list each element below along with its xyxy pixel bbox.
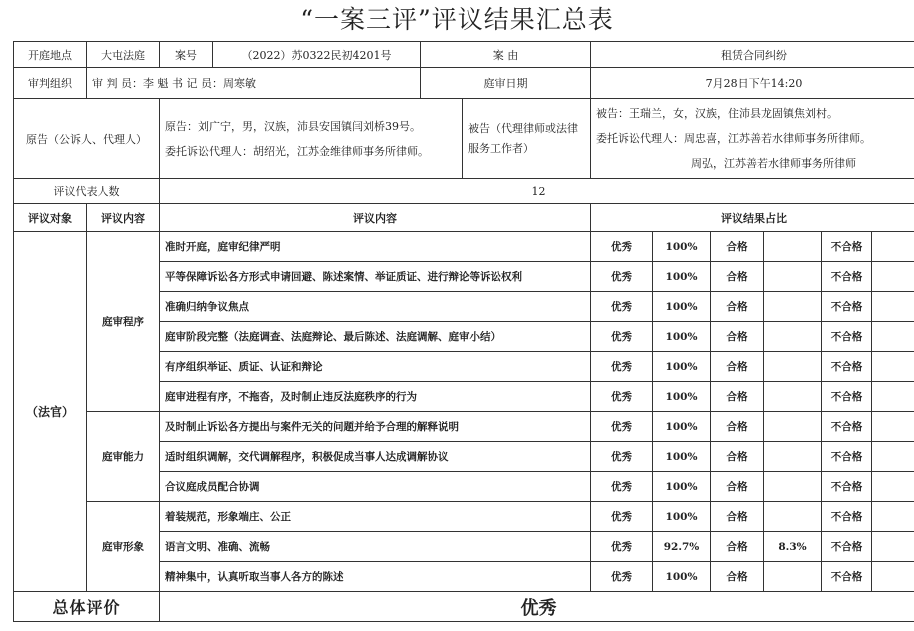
trial-date-label: 庭审日期: [421, 68, 591, 99]
item-text: 及时制止诉讼各方提出与案件无关的问题并给予合理的解释说明: [160, 412, 591, 442]
pass-label: 合格: [711, 532, 764, 562]
group-name: 庭审形象: [87, 502, 160, 592]
fail-label: 不合格: [822, 352, 872, 382]
item-text: 适时组织调解，交代调解程序，积极促成当事人达成调解协议: [160, 442, 591, 472]
excellent-percent: 92.7%: [653, 532, 711, 562]
pass-label: 合格: [711, 232, 764, 262]
overall-row: [14, 592, 914, 622]
item-text: 语言文明、准确、流畅: [160, 532, 591, 562]
excellent-percent: 100%: [653, 562, 711, 592]
fail-percent: [872, 532, 914, 562]
table-row: [14, 412, 914, 442]
pass-label: 合格: [711, 382, 764, 412]
item-text: 着装规范，形象端庄、公正: [160, 502, 591, 532]
group-name: 庭审能力: [87, 412, 160, 502]
excellent-label: 优秀: [591, 442, 653, 472]
item-text: 合议庭成员配合协调: [160, 472, 591, 502]
plaintiff-line: 原告：刘广宁，男，汉族，沛县安国镇闫刘桥39号。: [165, 119, 421, 133]
pass-label: 合格: [711, 322, 764, 352]
pass-label: 合格: [711, 262, 764, 292]
col-result: 评议结果占比: [591, 204, 914, 232]
fail-percent: [872, 292, 914, 322]
evaluation-table: [13, 41, 914, 622]
case-no-value: （2022）苏0322民初4201号: [213, 42, 421, 68]
excellent-label: 优秀: [591, 412, 653, 442]
overall-value: 优秀: [160, 592, 914, 622]
excellent-percent: 100%: [653, 292, 711, 322]
item-text: 准确归纳争议焦点: [160, 292, 591, 322]
fail-percent: [872, 232, 914, 262]
plaintiff-info: [160, 99, 463, 179]
pass-percent: [764, 322, 822, 352]
pass-label: 合格: [711, 292, 764, 322]
excellent-label: 优秀: [591, 352, 653, 382]
trial-date-value: 7月28日下午14:20: [591, 68, 914, 99]
excellent-percent: 100%: [653, 382, 711, 412]
overall-label: 总体评价: [14, 592, 160, 622]
trial-org-value: 审 判 员：李 魁 书 记 员：周寒敏: [87, 68, 421, 99]
pass-percent: [764, 562, 822, 592]
fail-label: 不合格: [822, 382, 872, 412]
fail-label: 不合格: [822, 532, 872, 562]
excellent-percent: 100%: [653, 472, 711, 502]
excellent-label: 优秀: [591, 232, 653, 262]
pass-percent: [764, 262, 822, 292]
pass-percent: [764, 472, 822, 502]
fail-label: 不合格: [822, 472, 872, 502]
fail-label: 不合格: [822, 232, 872, 262]
reviewers-label: 评议代表人数: [14, 179, 160, 204]
fail-label: 不合格: [822, 322, 872, 352]
pass-percent: [764, 352, 822, 382]
plaintiff-label: 原告（公诉人、代理人）: [14, 99, 160, 179]
pass-percent: [764, 382, 822, 412]
excellent-percent: 100%: [653, 412, 711, 442]
excellent-percent: 100%: [653, 262, 711, 292]
pass-label: 合格: [711, 412, 764, 442]
excellent-label: 优秀: [591, 292, 653, 322]
excellent-label: 优秀: [591, 382, 653, 412]
excellent-label: 优秀: [591, 562, 653, 592]
fail-percent: [872, 262, 914, 292]
cause-label: 案 由: [421, 42, 591, 68]
fail-percent: [872, 412, 914, 442]
group-name: 庭审程序: [87, 232, 160, 412]
excellent-label: 优秀: [591, 532, 653, 562]
fail-label: 不合格: [822, 502, 872, 532]
trial-org-label: 审判组织: [14, 68, 87, 99]
pass-percent: [764, 292, 822, 322]
pass-percent: [764, 412, 822, 442]
cause-value: 租赁合同纠纷: [591, 42, 914, 68]
fail-percent: [872, 352, 914, 382]
reviewers-value: 12: [160, 179, 914, 204]
defendant-label: 被告（代理律师或法律服务工作者）: [463, 99, 591, 179]
item-text: 精神集中，认真听取当事人各方的陈述: [160, 562, 591, 592]
venue-label: 开庭地点: [14, 42, 87, 68]
pass-percent: [764, 442, 822, 472]
fail-percent: [872, 472, 914, 502]
excellent-percent: 100%: [653, 352, 711, 382]
defendant-line: 被告：王瑞兰，女，汉族，住沛县龙固镇焦刘村。: [596, 107, 838, 120]
fail-percent: [872, 322, 914, 352]
item-text: 庭审阶段完整（法庭调查、法庭辩论、最后陈述、法庭调解、庭审小结）: [160, 322, 591, 352]
pass-label: 合格: [711, 472, 764, 502]
item-text: 有序组织举证、质证、认证和辩论: [160, 352, 591, 382]
fail-label: 不合格: [822, 442, 872, 472]
fail-label: 不合格: [822, 262, 872, 292]
defendant-info: [591, 99, 914, 179]
page-title: “一案三评”评议结果汇总表: [300, 5, 614, 34]
item-text: 准时开庭，庭审纪律严明: [160, 232, 591, 262]
pass-label: 合格: [711, 502, 764, 532]
excellent-percent: 100%: [653, 322, 711, 352]
fail-percent: [872, 562, 914, 592]
defendant-agent-line-2: 周弘，江苏善若水律师事务所律师: [691, 157, 856, 170]
venue-value: 大屯法庭: [87, 42, 160, 68]
item-text: 平等保障诉讼各方形式申请回避、陈述案情、举证质证、进行辩论等诉讼权利: [160, 262, 591, 292]
excellent-label: 优秀: [591, 262, 653, 292]
case-no-label: 案号: [160, 42, 213, 68]
col-content: 评议内容: [160, 204, 591, 232]
item-text: 庭审进程有序，不拖沓，及时制止违反法庭秩序的行为: [160, 382, 591, 412]
excellent-percent: 100%: [653, 502, 711, 532]
subject-cell: （法官）: [14, 232, 87, 592]
fail-percent: [872, 502, 914, 532]
pass-percent: 8.3%: [764, 532, 822, 562]
fail-label: 不合格: [822, 292, 872, 322]
table-row: [14, 232, 914, 262]
excellent-percent: 100%: [653, 232, 711, 262]
fail-label: 不合格: [822, 562, 872, 592]
excellent-label: 优秀: [591, 472, 653, 502]
table-row: [14, 502, 914, 532]
excellent-label: 优秀: [591, 322, 653, 352]
pass-label: 合格: [711, 442, 764, 472]
col-subject: 评议对象: [14, 204, 87, 232]
pass-percent: [764, 232, 822, 262]
pass-percent: [764, 502, 822, 532]
fail-percent: [872, 442, 914, 472]
pass-label: 合格: [711, 352, 764, 382]
pass-label: 合格: [711, 562, 764, 592]
fail-label: 不合格: [822, 412, 872, 442]
plaintiff-agent-line: 委托诉讼代理人：胡绍光，江苏金维律师事务所律师。: [165, 144, 429, 158]
excellent-percent: 100%: [653, 442, 711, 472]
fail-percent: [872, 382, 914, 412]
col-content-group: 评议内容: [87, 204, 160, 232]
defendant-agent-line: 委托诉讼代理人：周忠喜，江苏善若水律师事务所律师。: [596, 132, 871, 145]
excellent-label: 优秀: [591, 502, 653, 532]
